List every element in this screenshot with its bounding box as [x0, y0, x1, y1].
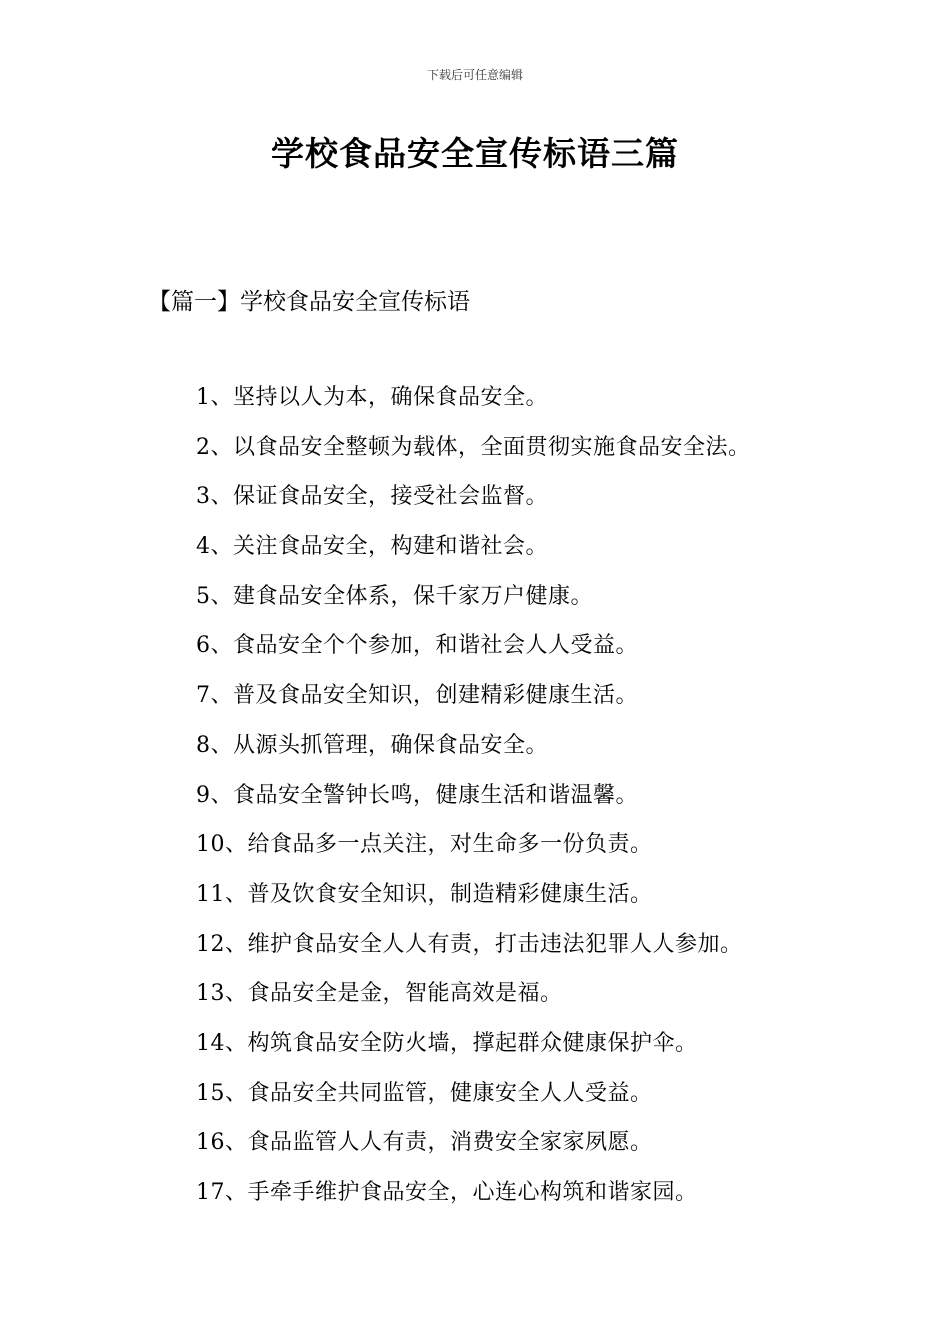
slogan-item: 8、从源头抓管理，确保食品安全。 [196, 732, 548, 758]
slogan-item: 1、坚持以人为本，确保食品安全。 [196, 385, 548, 410]
section-heading: 【篇一】学校食品安全宣传标语 [148, 289, 470, 315]
slogan-item: 12、维护食品安全人人有责，打击违法犯罪人人参加。 [196, 931, 743, 957]
slogan-item: 13、食品安全是金，智能高效是福。 [196, 981, 563, 1007]
slogan-list [196, 380, 751, 1225]
slogan-item: 10、给食品多一点关注，对生命多一份负责。 [196, 832, 653, 858]
slogan-item: 9、食品安全警钟长鸣，健康生活和谐温馨。 [196, 782, 638, 808]
slogan-item: 17、手牵手维护食品安全，心连心构筑和谐家园。 [196, 1180, 698, 1205]
slogan-item: 5、建食品安全体系，保千家万户健康。 [196, 583, 593, 609]
slogan-item: 4、关注食品安全，构建和谐社会。 [196, 534, 548, 560]
slogan-item: 3、保证食品安全，接受社会监督。 [196, 484, 548, 510]
slogan-item: 16、食品监管人人有责，消费安全家家夙愿。 [196, 1130, 653, 1156]
slogan-item: 14、构筑食品安全防火墙，撑起群众健康保护伞。 [196, 1030, 698, 1056]
document-title: 学校食品安全宣传标语三篇 [271, 134, 679, 173]
slogan-item: 15、食品安全共同监管，健康安全人人受益。 [196, 1080, 653, 1106]
slogan-item: 11、普及饮食安全知识，制造精彩健康生活。 [196, 881, 653, 907]
slogan-item: 2、以食品安全整顿为载体，全面贯彻实施食品安全法。 [196, 434, 751, 460]
header-note: 下载后可任意编辑 [426, 68, 523, 82]
slogan-item: 7、普及食品安全知识，创建精彩健康生活。 [196, 683, 638, 709]
slogan-item: 6、食品安全个个参加，和谐社会人人受益。 [196, 633, 638, 659]
